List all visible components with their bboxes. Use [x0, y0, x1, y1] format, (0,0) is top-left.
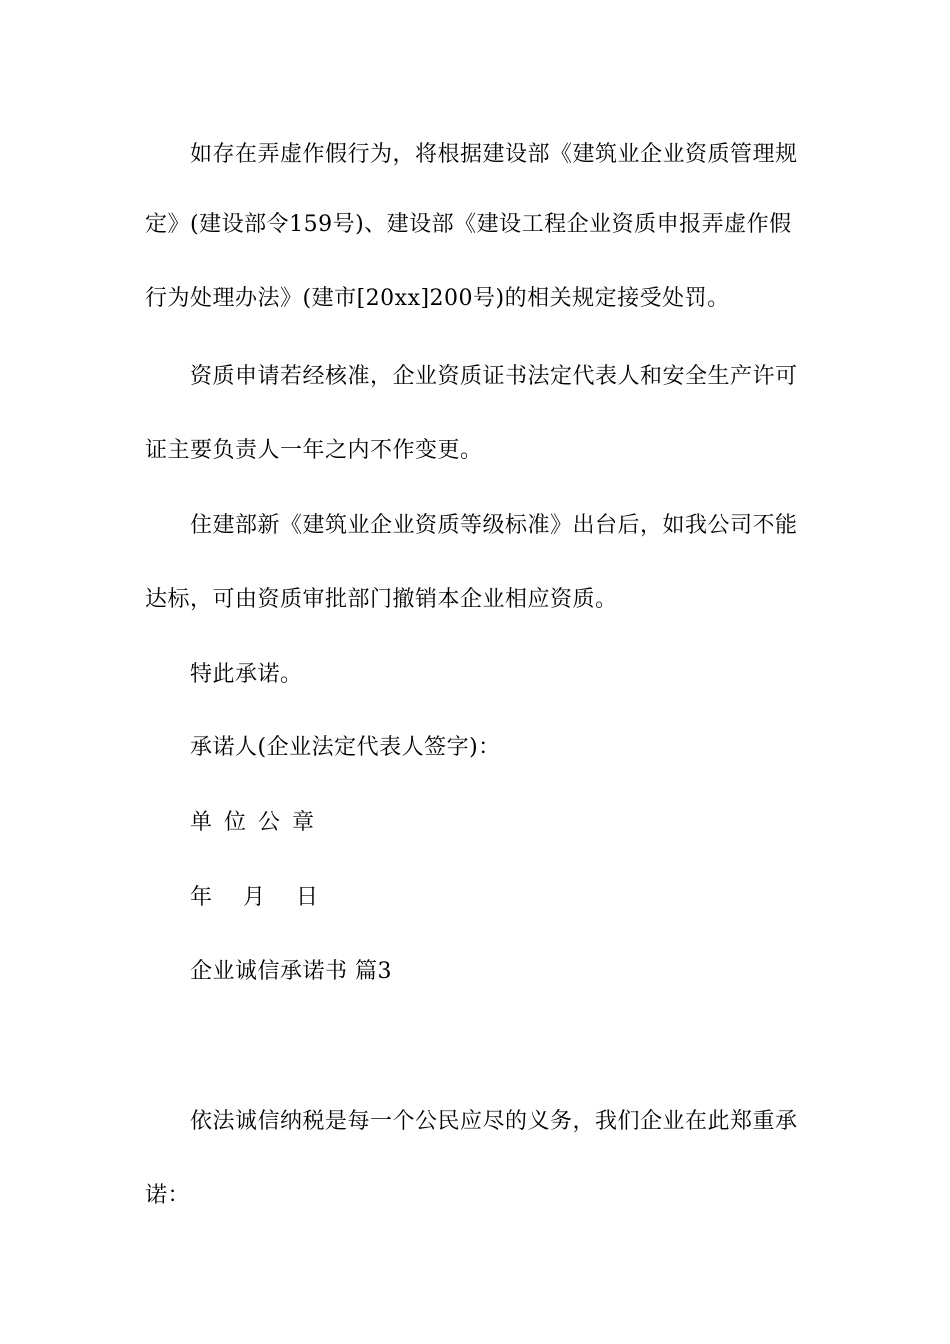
paragraph-2-line-2: 证主要负责人一年之内不作变更。	[145, 438, 483, 463]
paragraph-3-line-2: 达标，可由资质审批部门撤销本企业相应资质。	[145, 587, 618, 612]
section-heading: 企业诚信承诺书 篇3	[190, 959, 392, 984]
paragraph-1-line-3: 行为处理办法》(建市[20xx]200号)的相关规定接受处罚。	[145, 286, 730, 311]
paragraph-9-line-1: 依法诚信纳税是每一个公民应尽的义务，我们企业在此郑重承	[190, 1109, 798, 1134]
company-seal-label: 单位公章	[190, 810, 327, 835]
signatory-label: 承诺人(企业法定代表人签字)：	[190, 735, 501, 760]
closing-statement: 特此承诺。	[190, 662, 303, 687]
paragraph-1-line-1: 如存在弄虚作假行为，将根据建设部《建筑业企业资质管理规	[190, 142, 798, 167]
paragraph-1-line-2: 定》(建设部令159号)、建设部《建设工程企业资质申报弄虚作假	[145, 212, 792, 237]
paragraph-9-line-2: 诺：	[145, 1183, 191, 1208]
paragraph-2-line-1: 资质申请若经核准，企业资质证书法定代表人和安全生产许可	[190, 364, 798, 389]
paragraph-3-line-1: 住建部新《建筑业企业资质等级标准》出台后，如我公司不能	[190, 513, 798, 538]
date-label: 年 月 日	[190, 885, 330, 910]
